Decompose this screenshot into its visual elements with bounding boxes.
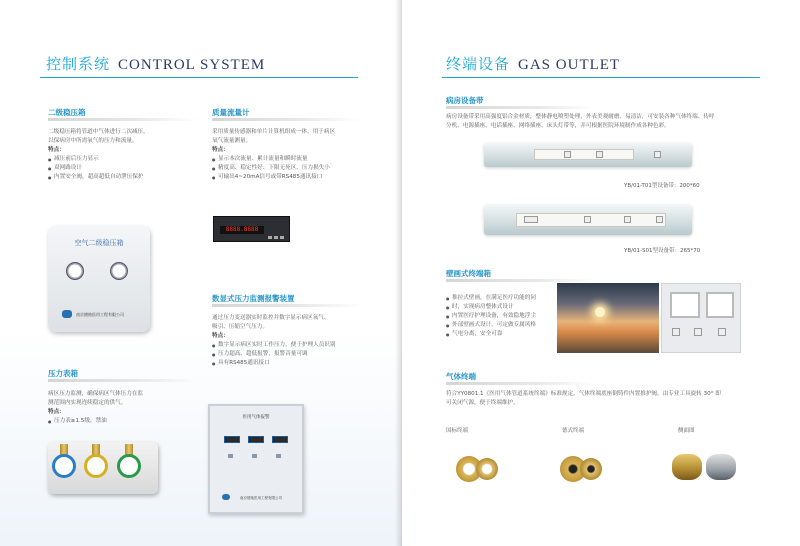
flow-display: 8888.8888 — [220, 226, 264, 234]
list-item: ● 内置医疗护理设备，有效隐地浮尘 — [446, 312, 554, 321]
strip-caption-t01: YB/01-T01型设备带：200*60 — [624, 183, 700, 189]
alarm-panel-title: 医用气体报警 — [242, 415, 270, 420]
section-heading-outlet: 气体终端 — [446, 372, 476, 381]
alarm-brand: 南京德烛医用工程有限公司 — [240, 496, 282, 500]
section-heading-ward: 病房设备带 — [446, 96, 484, 105]
flow-meter-image — [213, 216, 290, 242]
ward-text: 病房设备带采用高强度铝合金材质，整体静电喷塑处理，外表美观耐磨、易清洁，可安装各种气体终端、传呼 分机、电源插座、电话插座、网络插座、床头灯带等，并可根据医院环境制作成各种色彩。 — [446, 114, 715, 129]
outlet-gb-image — [456, 452, 500, 492]
gauge-icon — [110, 262, 128, 280]
list-item: ● 压力超高、超低报警，报警音量可调 — [212, 350, 372, 359]
title-en: GAS OUTLET — [518, 57, 621, 73]
alarm-text: 通过压力变送器实时监控并数字显示病区氧气、 吸引、压缩空气压力。 特点： ● 数字显示病区实时工作压力，便于护理人员识别 ● 压力超高、超低报警，报警音量可调 ● 具有RS485通讯接口 — [212, 314, 372, 368]
alarm-panel-image — [208, 404, 304, 514]
gauge-icon — [117, 454, 141, 478]
ward-strip-t01-image — [484, 143, 692, 167]
regulator-box-image — [48, 226, 150, 332]
landscape-mural-image — [557, 283, 659, 353]
outlet-text: 符合YY0801.1《医用气体管道系统终端》标准规定，气体终端底座倒铸件内置推护阀，由专业工具旋转 30° 即 可关闭气源，便于终端维护。 — [446, 391, 721, 406]
outlet-de-image — [560, 452, 604, 492]
list-item: ● 减压前后压力显示 — [48, 155, 198, 164]
flow-text: 采用质量传感器和单片计算机组成一体，用于病区 氧气流量测量。 特点： ● 显示本次流量、累计流量和瞬时流量 ● 精度高、稳定性好、下限无死区、压力损失小 ● 可输出4~20mA信号或带RS485通讯接口 — [212, 128, 372, 182]
regulator-brand: 南京德烛医用工程有限公司 — [76, 312, 124, 317]
list-item: ● 显示本次流量、累计流量和瞬时流量 — [212, 155, 372, 164]
list-item: ● 可输出4~20mA信号或带RS485通讯接口 — [212, 173, 372, 182]
list-item: ● 推拉式壁画，在满足医疗功能的同 — [446, 294, 554, 303]
list-item: ● 具有RS485通讯接口 — [212, 359, 372, 368]
section-heading-flow: 质量流量计 — [212, 108, 250, 117]
title-cn: 控制系统 — [46, 55, 111, 73]
title-cn: 终端设备 — [446, 55, 511, 73]
gauges-text: 病区压力监测，确保病区气体压力在监 测范围内实现连续稳定的供气。 特点： ● 压力表≥1.5级，禁油 — [48, 390, 198, 426]
list-item: ● 时，实现病房整体式设计 — [446, 303, 554, 312]
gauge-icon — [52, 454, 76, 478]
outlet-label-de: 德式终端 — [562, 428, 585, 434]
section-heading-wall: 壁画式终端箱 — [446, 269, 491, 278]
ward-strip-s01-image — [484, 205, 692, 235]
outlet-label-side: 侧面图 — [678, 428, 695, 434]
gauge-panel-image — [48, 442, 158, 494]
left-page-title — [46, 53, 265, 74]
gauge-icon — [84, 454, 108, 478]
terminal-box-image — [661, 283, 741, 353]
section-heading-regulator: 二级稳压箱 — [48, 108, 86, 117]
list-item: ● 数字显示病区实时工作压力，便于护理人员识别 — [212, 341, 372, 350]
list-item: ● 气电分离，安全可靠 — [446, 330, 554, 339]
outlet-label-gb: 国标终端 — [446, 428, 469, 434]
regulator-label: 空气二级稳压箱 — [74, 239, 124, 247]
title-en: CONTROL SYSTEM — [118, 57, 266, 73]
outlet-side-image — [672, 452, 742, 492]
strip-caption-s01: YB/01-S01型设备带：265*70 — [624, 248, 701, 254]
right-page-title — [446, 53, 620, 74]
list-item: ● 内置安全阀，超高超低自动泄压保护 — [48, 173, 198, 182]
title-rule — [40, 77, 358, 78]
section-heading-gauges: 压力表箱 — [48, 369, 78, 378]
list-item: ● 外部壁画式设计，可定做专属风格 — [446, 321, 554, 330]
list-item: ● 压力表≥1.5级，禁油 — [48, 417, 198, 426]
list-item: ● 双网路设计 — [48, 164, 198, 173]
list-item: ● 精度高、稳定性好、下限无死区、压力损失小 — [212, 164, 372, 173]
section-heading-alarm: 数显式压力监测报警装置 — [212, 294, 295, 303]
logo-icon — [62, 310, 72, 318]
title-rule — [442, 77, 760, 78]
gauge-icon — [66, 262, 84, 280]
regulator-text: 二级稳压箱将管道中气体进行二次减压， 以保病房中所需氧气的压力和流量。 特点： ● 减压前后压力显示 ● 双网路设计 ● 内置安全阀，超高超低自动泄压保护 — [48, 128, 198, 182]
wall-text — [446, 294, 554, 339]
